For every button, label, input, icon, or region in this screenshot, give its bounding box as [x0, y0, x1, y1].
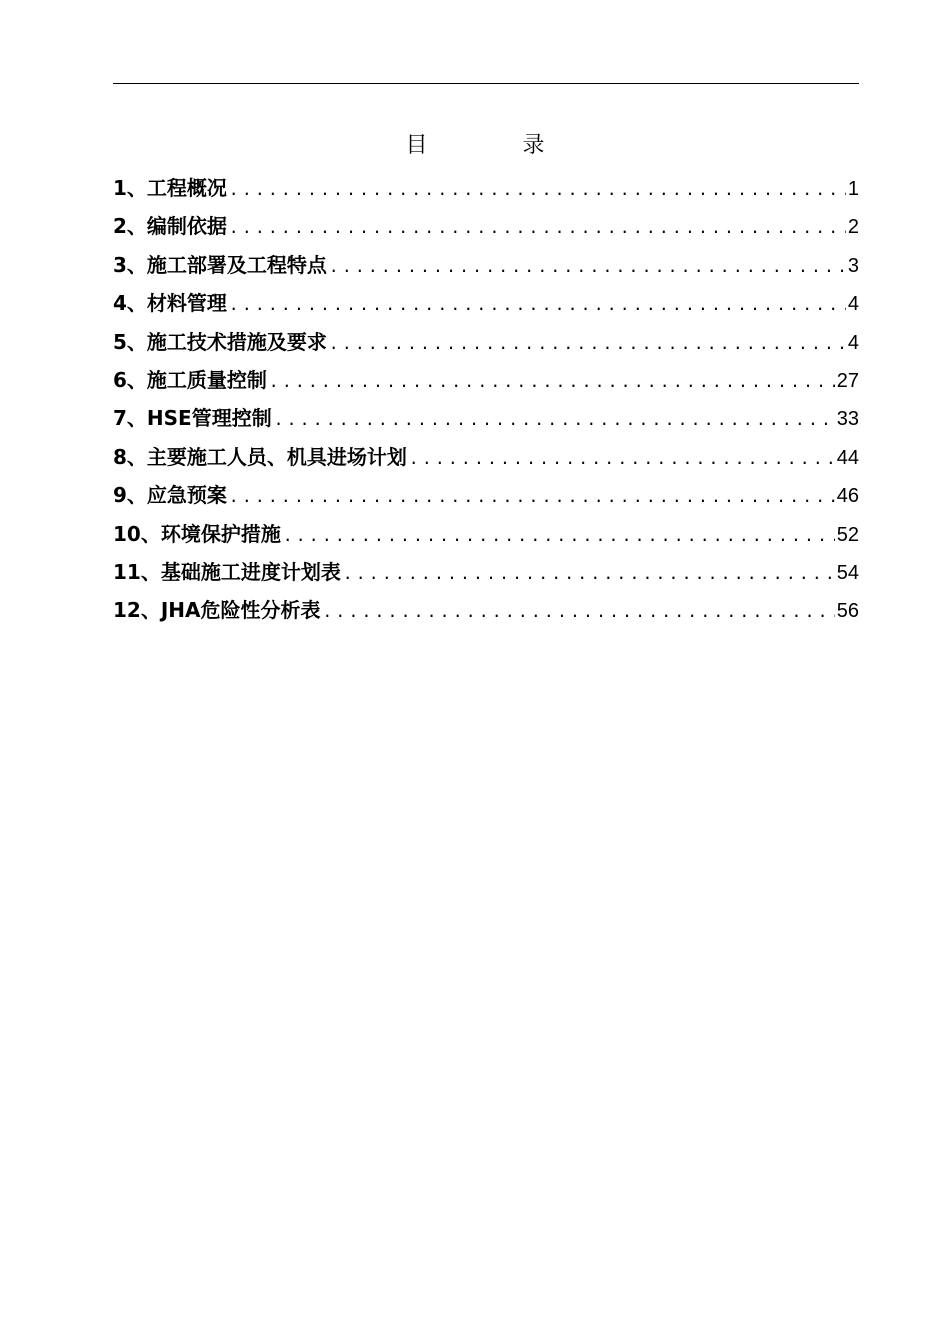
toc-entry-5[interactable]: [113, 323, 859, 361]
table-of-contents: [113, 169, 859, 630]
toc-entry-7[interactable]: [113, 399, 859, 437]
toc-entry-page: 44: [836, 446, 859, 469]
toc-entry-label: 6、施工质量控制: [113, 367, 267, 392]
toc-entry-page: 2: [847, 216, 859, 239]
toc-title: 目 录: [405, 133, 589, 158]
toc-entry-page: 4: [847, 331, 859, 354]
toc-entry-11[interactable]: [113, 553, 859, 591]
toc-dot-leader: [229, 171, 846, 209]
toc-entry-page: 54: [836, 561, 859, 584]
toc-dot-leader: [274, 401, 835, 439]
toc-entry-page: 4: [847, 293, 859, 316]
toc-entry-8[interactable]: [113, 438, 859, 476]
toc-entry-page: 52: [836, 523, 859, 546]
toc-entry-label: 11、基础施工进度计划表: [113, 559, 341, 584]
header-rule: [113, 83, 859, 84]
toc-dot-leader: [283, 517, 835, 555]
toc-dot-leader: [409, 440, 835, 478]
toc-entry-9[interactable]: [113, 476, 859, 514]
toc-entry-label: 2、编制依据: [113, 214, 227, 239]
toc-entry-label: 12、JHA危险性分析表: [113, 598, 321, 623]
toc-entry-label: 5、施工技术措施及要求: [113, 329, 327, 354]
toc-dot-leader: [229, 286, 846, 324]
toc-entry-2[interactable]: [113, 207, 859, 245]
toc-entry-page: 33: [836, 408, 859, 431]
toc-entry-label: 10、环境保护措施: [113, 521, 281, 546]
toc-entry-page: 27: [836, 369, 859, 392]
toc-entry-label: 3、施工部署及工程特点: [113, 252, 327, 277]
toc-dot-leader: [329, 325, 846, 363]
toc-entry-label: 1、工程概况: [113, 176, 227, 200]
toc-entry-page: 1: [847, 178, 859, 200]
toc-dot-leader: [229, 478, 835, 516]
toc-dot-leader: [269, 363, 835, 401]
toc-entry-1[interactable]: [113, 169, 859, 207]
toc-dot-leader: [343, 555, 835, 593]
toc-dot-leader: [329, 248, 846, 286]
toc-entry-label: 8、主要施工人员、机具进场计划: [113, 444, 407, 469]
toc-dot-leader: [323, 593, 835, 631]
toc-entry-page: 46: [836, 485, 859, 508]
toc-entry-3[interactable]: [113, 246, 859, 284]
toc-entry-label: 4、材料管理: [113, 291, 227, 316]
toc-entry-label: 9、应急预案: [113, 483, 227, 508]
toc-dot-leader: [229, 209, 846, 247]
toc-entry-10[interactable]: [113, 515, 859, 553]
toc-entry-12[interactable]: [113, 591, 859, 629]
toc-entry-6[interactable]: [113, 361, 859, 399]
toc-entry-label: 7、HSE管理控制: [113, 406, 272, 431]
toc-entry-page: 56: [836, 600, 859, 623]
toc-entry-4[interactable]: [113, 284, 859, 322]
toc-entry-page: 3: [847, 254, 859, 277]
